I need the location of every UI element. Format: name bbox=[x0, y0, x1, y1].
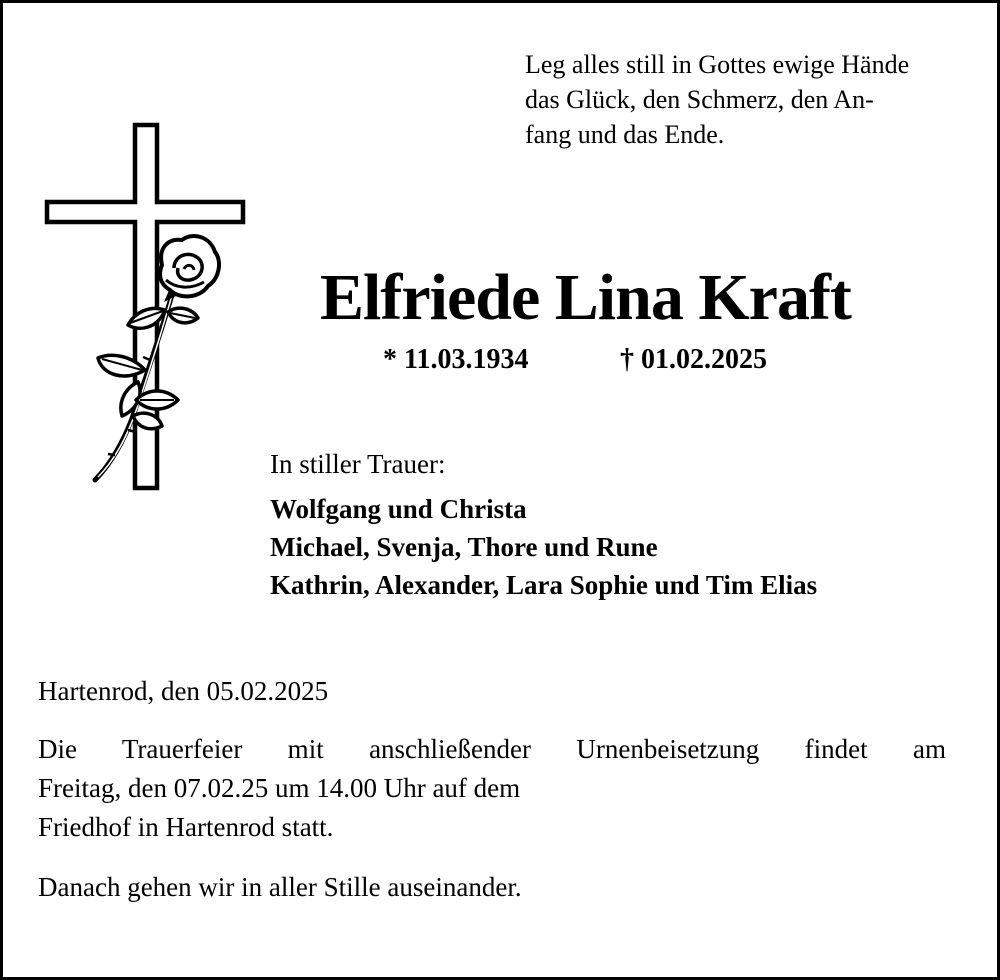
deceased-name: Elfriede Lina Kraft bbox=[320, 261, 851, 334]
mourners-list bbox=[270, 490, 817, 604]
ceremony-line: Die Trauerfeier mit anschließender Urnenbeisetzung findet am bbox=[38, 734, 946, 764]
verse-line: das Glück, den Schmerz, den An- bbox=[525, 85, 874, 114]
closing-sentence: Danach gehen wir in aller Stille auseinander. bbox=[38, 872, 522, 902]
verse-line: Leg alles still in Gottes ewige Hände bbox=[525, 50, 910, 79]
cross-with-rose-icon bbox=[40, 120, 255, 500]
ceremony-details bbox=[38, 730, 946, 847]
place-and-date: Hartenrod, den 05.02.2025 bbox=[38, 676, 329, 706]
mourner-line: Wolfgang und Christa bbox=[270, 494, 527, 524]
death-date: † 01.02.2025 bbox=[620, 344, 767, 375]
rose-blossom-icon bbox=[160, 236, 219, 302]
birth-date: * 11.03.1934 bbox=[383, 344, 529, 375]
mourning-intro: In stiller Trauer: bbox=[270, 449, 446, 479]
mourner-line: Michael, Svenja, Thore und Rune bbox=[270, 532, 658, 562]
mourner-line: Kathrin, Alexander, Lara Sophie und Tim Elias bbox=[270, 570, 818, 600]
ceremony-line: Friedhof in Hartenrod statt. bbox=[38, 812, 334, 842]
verse bbox=[525, 47, 975, 152]
ceremony-line: Freitag, den 07.02.25 um 14.00 Uhr auf dem bbox=[38, 773, 521, 803]
cross-icon bbox=[47, 125, 243, 488]
verse-line: fang und das Ende. bbox=[525, 120, 725, 149]
